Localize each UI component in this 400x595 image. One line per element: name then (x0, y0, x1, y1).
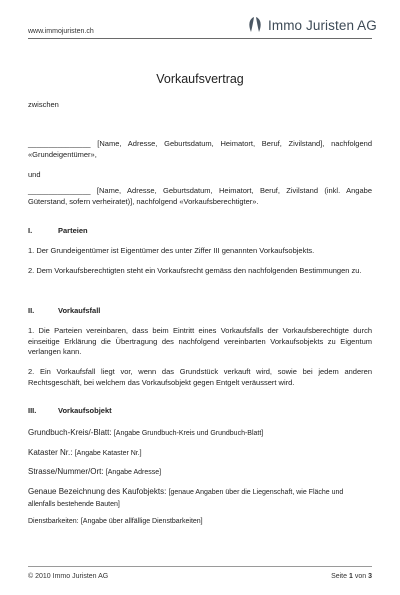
paragraph: 2. Dem Vorkaufsberechtigten steht ein Vorkaufsrecht gemäss den nachfolgenden Bestimmungen zu. (28, 266, 362, 275)
section-heading (28, 406, 112, 415)
section-title: Parteien (58, 226, 88, 235)
footer-divider (28, 566, 372, 567)
paragraph: 2. Ein Vorkaufsfall liegt vor, wenn das Grundstück verkauft wird, sowie bei jedem anderen Rechtsgeschäft, bei welchem das Vorkaufsobjekt gegen Entgelt veräussert wird. (28, 367, 372, 387)
section-title: Vorkaufsfall (58, 306, 101, 315)
paragraph: 1. Der Grundeigentümer ist Eigentümer des unter Ziffer III genannten Vorkaufsobjekts. (28, 246, 315, 255)
brand-name: Immo Juristen AG (268, 17, 377, 33)
and-text: und (28, 170, 41, 179)
between-text: zwischen (28, 100, 59, 109)
field-label: Strasse/Nummer/Ort: (28, 467, 104, 476)
field-value: [Angabe Adresse] (105, 469, 162, 476)
field-value: [Angabe Grundbuch-Kreis und Grundbuch-Blatt] (113, 430, 264, 437)
document-title: Vorkaufsvertrag (156, 72, 244, 86)
footer-copyright: © 2010 Immo Juristen AG (28, 573, 109, 580)
page-indicator (331, 573, 372, 580)
section-title: Vorkaufsobjekt (58, 406, 112, 415)
field-kaufobjekt (28, 486, 372, 510)
field-adresse (28, 466, 372, 478)
field-value: [genaue Angaben über die Liegenschaft, wie Fläche und allenfalls bestehende Bauten] (28, 489, 344, 508)
website-url: www.immojuristen.ch (28, 28, 94, 35)
field-value: [Angabe über allfällige Dienstbarkeiten] (80, 518, 203, 525)
field-dienstbarkeiten (28, 515, 372, 527)
section-number: III. (28, 406, 37, 415)
page-total: 3 (368, 573, 372, 580)
header-divider (28, 38, 372, 39)
paragraph: 1. Die Parteien vereinbaren, dass beim Eintritt eines Vorkaufsfalls der Vorkaufsberechtigte durch einseitige Erklärung die Übertragung des nachfolgend vereinbarten Vorkaufsobjekts zu Eigentum verlangen kann. (28, 326, 372, 356)
leaf-logo-icon (247, 16, 263, 34)
section-number: I. (28, 226, 33, 235)
section-heading (28, 226, 88, 235)
field-label: Grundbuch-Kreis/-Blatt: (28, 428, 112, 437)
section-number: II. (28, 306, 35, 315)
page-label: Seite (331, 573, 348, 580)
field-label: Kataster Nr.: (28, 448, 73, 457)
field-value: [Angabe Kataster Nr.] (74, 450, 142, 457)
field-kataster (28, 447, 372, 459)
field-label: Genaue Bezeichnung des Kaufobjekts: (28, 487, 167, 496)
page-current: 1 (348, 573, 353, 580)
party1-text: _______________ [Name, Adresse, Geburtsdatum, Heimatort, Beruf, Zivilstand], nachfolgend «Grundeigentümer», (28, 139, 372, 159)
company-logo (247, 16, 377, 34)
field-grundbuch (28, 427, 372, 439)
field-label: Dienstbarkeiten: (28, 518, 79, 525)
page-sep: von (354, 573, 367, 580)
party2-text: _______________ [Name, Adresse, Geburtsdatum, Heimatort, Beruf, Zivilstand (inkl. Angabe Güterstand, sofern verheiratet)], nachfolgend «Vorkaufsberechtigter». (28, 186, 372, 206)
section-heading (28, 306, 100, 315)
